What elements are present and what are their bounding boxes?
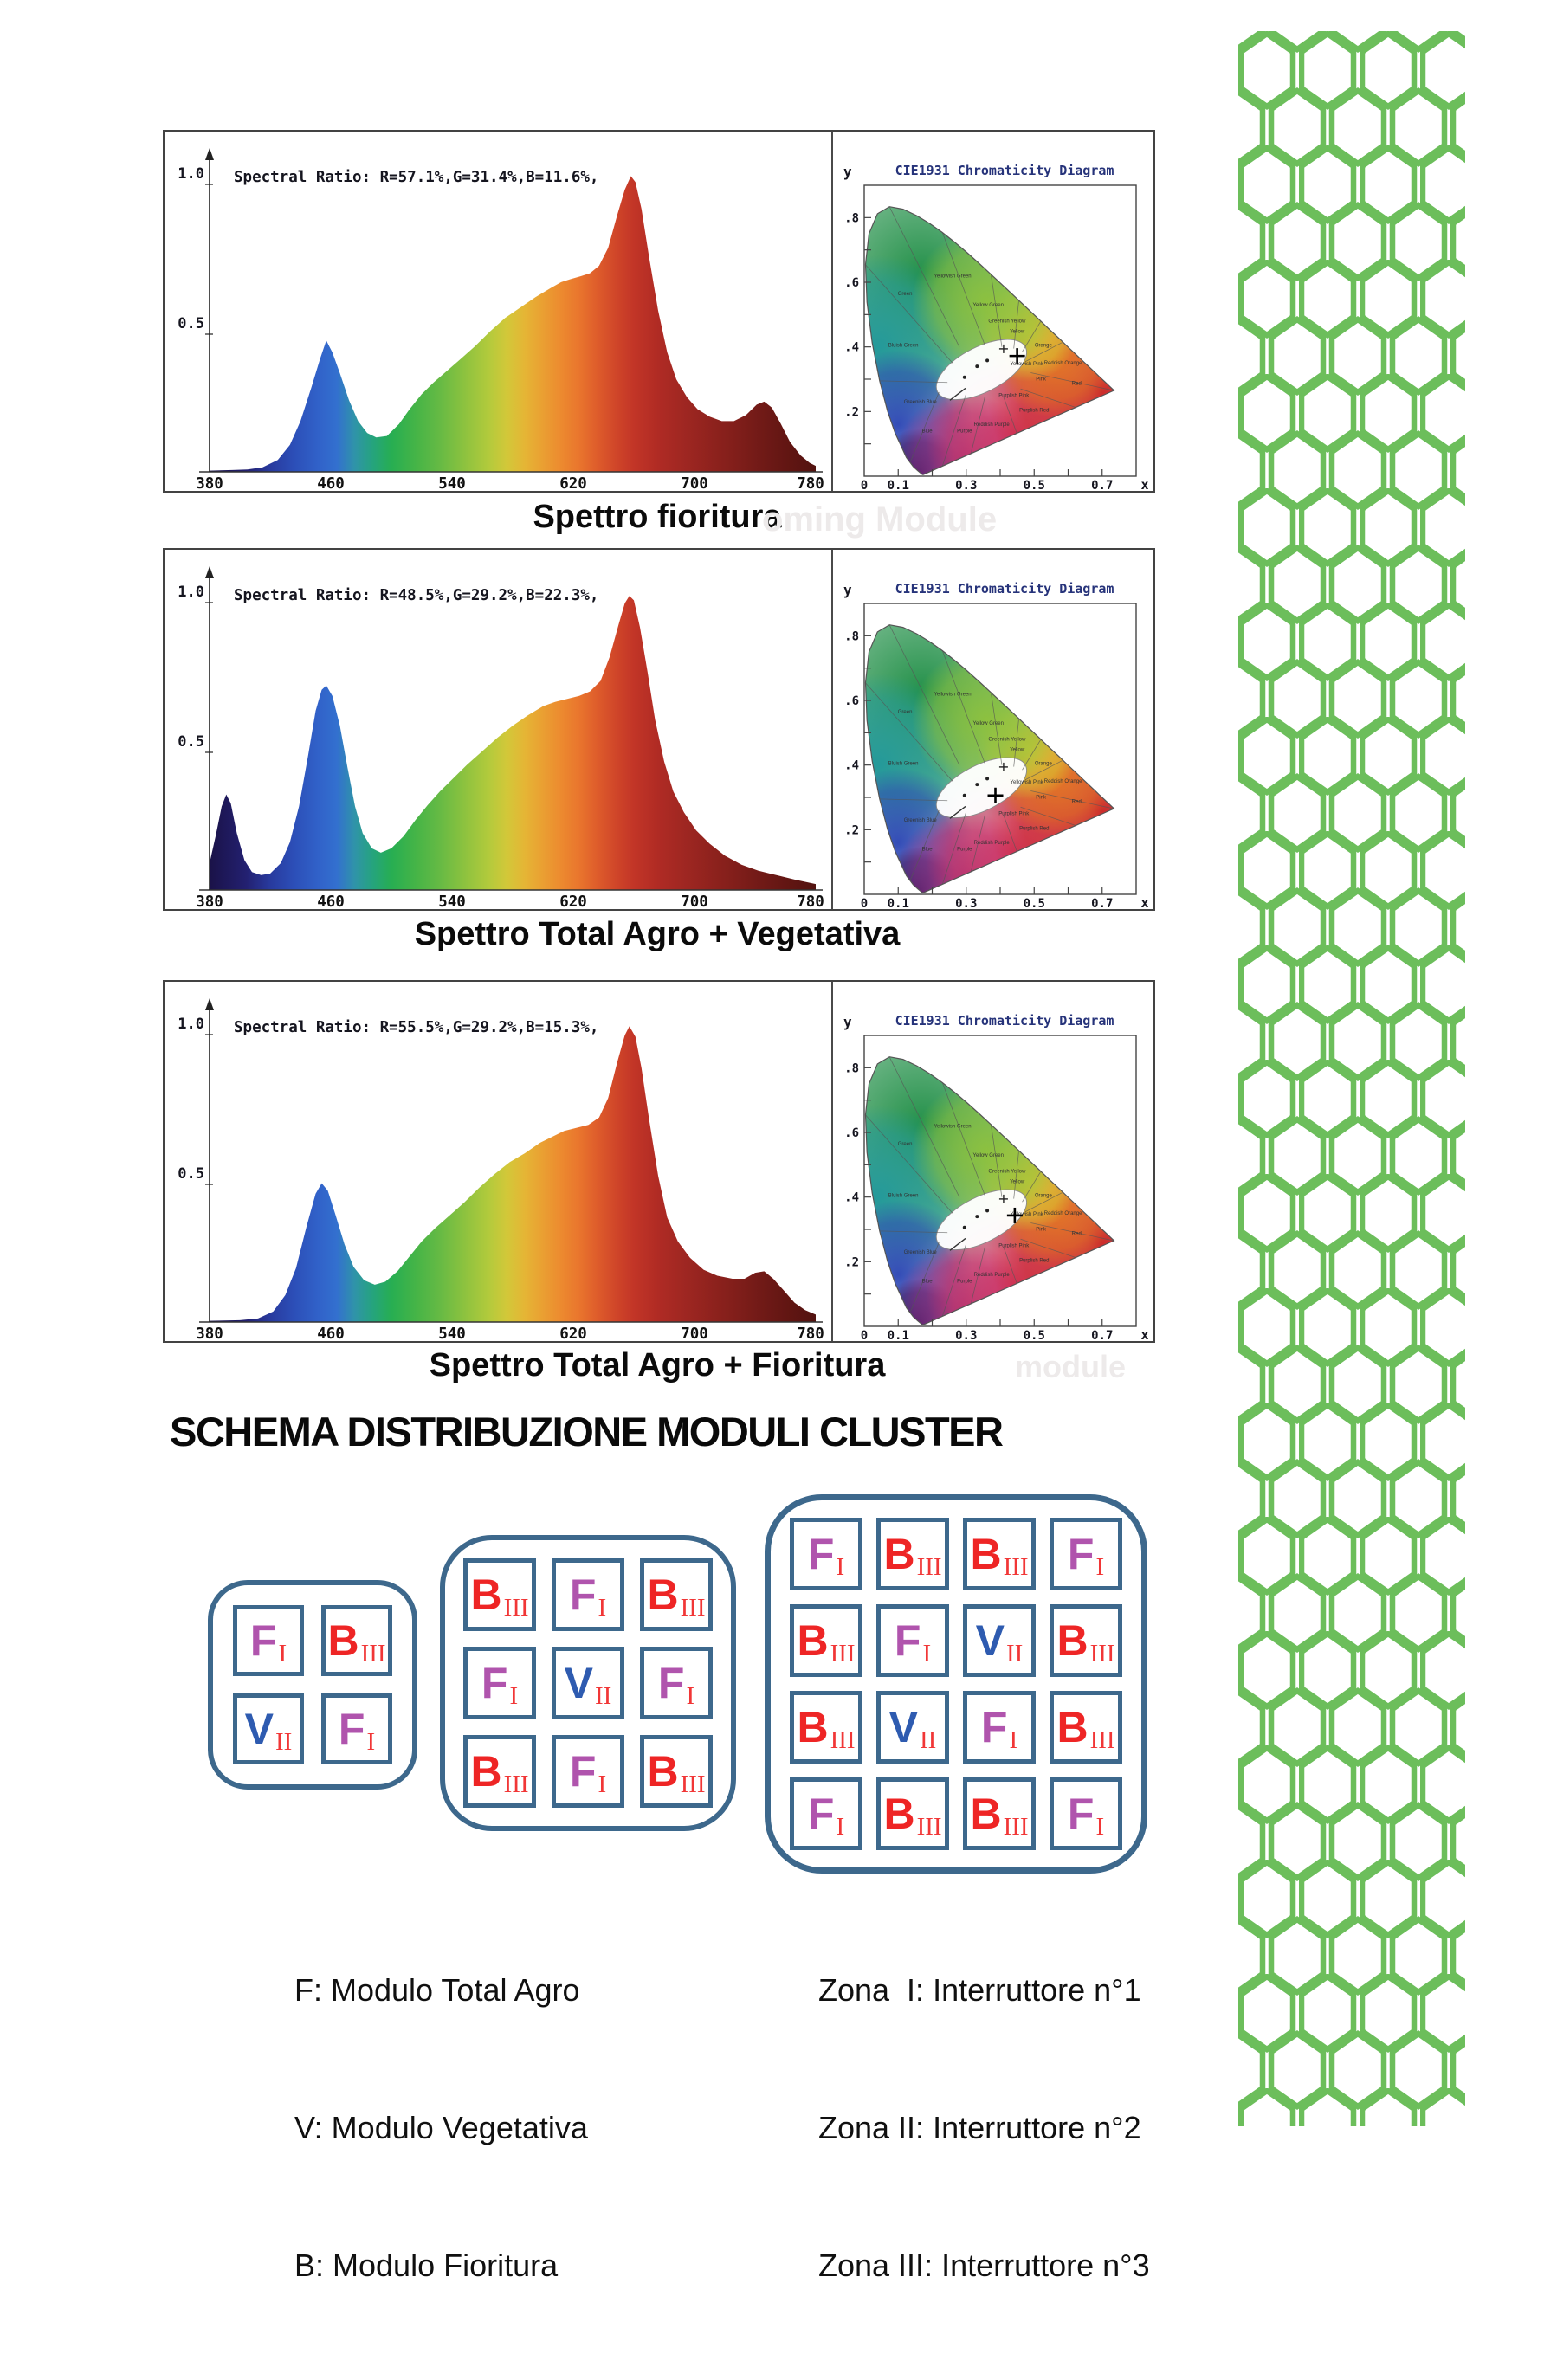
zone-numeral: I <box>836 1812 845 1841</box>
module-cell-V-II <box>963 1604 1036 1677</box>
svg-text:Purplish Pink: Purplish Pink <box>998 811 1030 817</box>
module-letter: B <box>970 1530 1002 1578</box>
zone-numeral: III <box>503 1770 529 1798</box>
svg-text:0.5: 0.5 <box>1023 479 1045 493</box>
svg-text:Purplish Pink: Purplish Pink <box>998 393 1030 399</box>
watermark-text: oming Module <box>762 500 998 539</box>
svg-text:Orange: Orange <box>1034 761 1052 767</box>
svg-text:0.7: 0.7 <box>1091 1329 1114 1343</box>
svg-text:0.5: 0.5 <box>1023 897 1045 911</box>
svg-text:Purplish Red: Purplish Red <box>1019 408 1050 414</box>
zone-numeral: I <box>1009 1725 1018 1754</box>
module-cell-F-I <box>1050 1518 1122 1590</box>
module-letter: V <box>244 1705 275 1753</box>
chart-caption: Spettro Total Agro + Fioritura <box>429 1347 886 1383</box>
svg-text:x: x <box>1140 477 1149 493</box>
module-letter: B <box>970 1790 1002 1838</box>
module-cell-B-III <box>963 1777 1036 1850</box>
module-letter: F <box>569 1571 597 1619</box>
svg-text:Greenish Yellow: Greenish Yellow <box>988 737 1026 743</box>
svg-text:1.0: 1.0 <box>178 584 204 601</box>
legend-line: Zona III: Interruttore n°3 <box>818 2248 1150 2283</box>
svg-text:CIE1931 Chromaticity Diagram: CIE1931 Chromaticity Diagram <box>895 1013 1114 1029</box>
svg-text:540: 540 <box>438 893 466 911</box>
module-letter: F <box>980 1703 1008 1751</box>
svg-text:CIE1931 Chromaticity Diagram: CIE1931 Chromaticity Diagram <box>895 581 1114 597</box>
module-cell-F-I <box>463 1647 536 1719</box>
svg-text:0.5: 0.5 <box>178 1165 204 1183</box>
svg-text:700: 700 <box>681 1325 708 1343</box>
svg-text:Spectral Ratio: R=55.5%,G=29.: Spectral Ratio: R=55.5%,G=29.2%,B=15.3%, <box>234 1019 599 1036</box>
svg-text:Reddish Orange: Reddish Orange <box>1043 361 1082 367</box>
module-cell-B-III <box>640 1558 713 1631</box>
svg-text:.4: .4 <box>844 758 859 773</box>
svg-text:y: y <box>843 582 852 598</box>
zone-numeral: III <box>916 1552 942 1581</box>
svg-text:0: 0 <box>860 897 869 911</box>
svg-text:Purplish Pink: Purplish Pink <box>998 1243 1030 1249</box>
svg-text:Yellow Green: Yellow Green <box>972 303 1004 308</box>
module-letter: F <box>338 1705 365 1753</box>
module-letter: F <box>657 1659 685 1707</box>
module-cell-F-I <box>552 1558 624 1631</box>
zone-numeral: I <box>598 1770 607 1798</box>
svg-text:380: 380 <box>196 475 223 493</box>
module-cell-F-I <box>790 1518 862 1590</box>
zone-numeral: II <box>595 1681 612 1710</box>
svg-text:Reddish Orange: Reddish Orange <box>1043 779 1082 785</box>
svg-text:Yellow Green: Yellow Green <box>972 1153 1004 1158</box>
svg-text:380: 380 <box>196 893 223 911</box>
module-cell-B-III <box>321 1605 392 1676</box>
svg-text:Yellowish Green: Yellowish Green <box>934 274 972 280</box>
module-letter: F <box>807 1790 835 1838</box>
svg-text:Yellow Green: Yellow Green <box>972 721 1004 726</box>
module-letter: F <box>1067 1530 1095 1578</box>
svg-text:460: 460 <box>317 1325 345 1343</box>
svg-text:0.1: 0.1 <box>887 479 909 493</box>
module-letter: B <box>1056 1616 1089 1665</box>
cie1931-diagram <box>831 982 1153 1341</box>
legend-line: Zona II: Interruttore n°2 <box>818 2110 1141 2145</box>
svg-text:780: 780 <box>797 1325 824 1343</box>
module-legend <box>294 1875 588 2380</box>
zone-numeral: III <box>680 1770 706 1798</box>
svg-text:.2: .2 <box>844 405 859 420</box>
legend-line: B: Modulo Fioritura <box>294 2248 559 2283</box>
cluster-grid-2x2 <box>208 1580 417 1790</box>
zone-numeral: II <box>920 1725 937 1754</box>
svg-text:0.1: 0.1 <box>887 1329 909 1343</box>
svg-text:.6: .6 <box>844 276 859 290</box>
svg-text:Yellowish Green: Yellowish Green <box>934 1124 972 1130</box>
svg-text:620: 620 <box>559 475 587 493</box>
svg-text:540: 540 <box>438 475 466 493</box>
svg-text:380: 380 <box>196 1325 223 1343</box>
svg-text:Yellowish Pink: Yellowish Pink <box>1010 1211 1043 1217</box>
svg-text:Purple: Purple <box>957 429 972 435</box>
svg-text:CIE1931 Chromaticity Diagram: CIE1931 Chromaticity Diagram <box>895 163 1114 178</box>
svg-text:Pink: Pink <box>1036 377 1046 383</box>
module-cell-F-I <box>321 1693 392 1764</box>
zone-numeral: III <box>1003 1812 1029 1841</box>
svg-text:700: 700 <box>681 475 708 493</box>
module-letter: F <box>1067 1790 1095 1838</box>
module-letter: F <box>894 1616 921 1665</box>
zone-numeral: III <box>1089 1725 1115 1754</box>
svg-text:Yellowish Green: Yellowish Green <box>934 692 972 698</box>
svg-text:0.3: 0.3 <box>955 897 978 911</box>
svg-text:Orange: Orange <box>1034 343 1052 349</box>
svg-text:.4: .4 <box>844 1190 859 1205</box>
svg-text:Spectral Ratio: R=48.5%,G=29.: Spectral Ratio: R=48.5%,G=29.2%,B=22.3%, <box>234 587 599 604</box>
honeycomb-pattern <box>1238 31 1465 2126</box>
module-letter: V <box>564 1659 594 1707</box>
svg-text:0.7: 0.7 <box>1091 897 1114 911</box>
cluster-grid-4x4 <box>765 1494 1147 1874</box>
zone-numeral: III <box>503 1593 529 1622</box>
module-letter: B <box>797 1616 829 1665</box>
module-cell-B-III <box>1050 1691 1122 1764</box>
spectrum-plot <box>165 982 831 1341</box>
cie1931-diagram <box>831 550 1153 909</box>
svg-text:0.7: 0.7 <box>1091 479 1114 493</box>
module-letter: F <box>481 1659 508 1707</box>
svg-text:780: 780 <box>797 475 824 493</box>
svg-text:x: x <box>1140 895 1149 911</box>
module-cell-B-III <box>790 1691 862 1764</box>
module-cell-V-II <box>552 1647 624 1719</box>
zone-numeral: I <box>1095 1812 1105 1841</box>
svg-text:Pink: Pink <box>1036 795 1046 801</box>
svg-text:y: y <box>843 1014 852 1030</box>
svg-text:0: 0 <box>860 1329 869 1343</box>
legend-line: Zona I: Interruttore n°1 <box>818 1972 1141 2008</box>
svg-text:0.3: 0.3 <box>955 1329 978 1343</box>
svg-text:Green: Green <box>897 291 913 297</box>
svg-text:Yellowish Pink: Yellowish Pink <box>1010 361 1043 367</box>
module-cell-V-II <box>233 1693 304 1764</box>
module-letter: B <box>797 1703 829 1751</box>
zone-numeral: I <box>366 1727 376 1756</box>
module-letter: F <box>569 1747 597 1796</box>
svg-text:.8: .8 <box>844 1061 859 1076</box>
module-letter: V <box>975 1616 1005 1665</box>
svg-text:540: 540 <box>438 1325 466 1343</box>
svg-text:Reddish Purple: Reddish Purple <box>973 422 1010 429</box>
svg-text:Purplish Red: Purplish Red <box>1019 1258 1050 1264</box>
zone-numeral: III <box>1089 1639 1115 1667</box>
svg-text:700: 700 <box>681 893 708 911</box>
module-cell-B-III <box>463 1735 536 1808</box>
spectrum-panel-fioritura <box>163 130 1155 493</box>
svg-text:Blue: Blue <box>921 1279 933 1285</box>
module-letter: B <box>647 1747 679 1796</box>
svg-text:.2: .2 <box>844 1255 859 1270</box>
legend-line: F: Modulo Total Agro <box>294 1972 580 2008</box>
svg-text:Blue: Blue <box>921 847 933 853</box>
zone-numeral: I <box>686 1681 695 1710</box>
module-letter: F <box>249 1616 277 1665</box>
module-letter: B <box>883 1790 915 1838</box>
svg-text:Greenish Blue: Greenish Blue <box>903 400 937 405</box>
chart-caption: Spettro fioritura <box>533 499 782 535</box>
module-cell-B-III <box>790 1604 862 1677</box>
svg-text:Bluish Green: Bluish Green <box>888 343 919 349</box>
watermark-text: module <box>1015 1349 1127 1384</box>
svg-text:0.5: 0.5 <box>1023 1329 1045 1343</box>
svg-text:Pink: Pink <box>1036 1227 1046 1233</box>
spectrum-plot <box>165 132 831 491</box>
svg-text:Green: Green <box>897 709 913 715</box>
svg-text:0.3: 0.3 <box>955 479 978 493</box>
svg-text:.8: .8 <box>844 211 859 226</box>
svg-text:.4: .4 <box>844 340 859 355</box>
module-cell-F-I <box>1050 1777 1122 1850</box>
legend-line: V: Modulo Vegetativa <box>294 2110 588 2145</box>
svg-text:0: 0 <box>860 479 869 493</box>
module-cell-V-II <box>876 1691 949 1764</box>
svg-text:.8: .8 <box>844 629 859 644</box>
svg-text:460: 460 <box>317 475 345 493</box>
module-cell-F-I <box>876 1604 949 1677</box>
svg-text:Yellow: Yellow <box>1010 747 1025 753</box>
svg-text:Bluish Green: Bluish Green <box>888 1193 919 1199</box>
svg-text:Yellowish Pink: Yellowish Pink <box>1010 779 1043 785</box>
svg-text:620: 620 <box>559 893 587 911</box>
module-letter: B <box>1056 1703 1089 1751</box>
module-cell-F-I <box>640 1647 713 1719</box>
zone-numeral: I <box>1095 1552 1105 1581</box>
zone-numeral: I <box>598 1593 607 1622</box>
zone-numeral: I <box>922 1639 932 1667</box>
svg-text:Green: Green <box>897 1141 913 1147</box>
module-letter: B <box>470 1747 502 1796</box>
module-cell-F-I <box>552 1735 624 1808</box>
module-letter: B <box>647 1571 679 1619</box>
svg-text:Greenish Yellow: Greenish Yellow <box>988 319 1026 325</box>
module-cell-B-III <box>463 1558 536 1631</box>
zone-numeral: I <box>509 1681 519 1710</box>
cie1931-diagram <box>831 132 1153 491</box>
svg-text:0.5: 0.5 <box>178 315 204 332</box>
module-cell-F-I <box>963 1691 1036 1764</box>
svg-text:Blue: Blue <box>921 429 933 435</box>
spectrum-panel-vegetativa <box>163 548 1155 911</box>
svg-text:Greenish Yellow: Greenish Yellow <box>988 1169 1026 1175</box>
svg-text:1.0: 1.0 <box>178 1016 204 1033</box>
zone-numeral: I <box>278 1639 287 1667</box>
module-cell-B-III <box>876 1518 949 1590</box>
module-cell-B-III <box>963 1518 1036 1590</box>
svg-text:Purple: Purple <box>957 1279 972 1285</box>
svg-text:0.1: 0.1 <box>887 897 909 911</box>
chart-caption: Spettro Total Agro + Vegetativa <box>414 916 901 952</box>
svg-text:460: 460 <box>317 893 345 911</box>
zone-legend <box>818 1875 1150 2380</box>
svg-text:Red: Red <box>1071 1231 1082 1237</box>
module-letter: V <box>888 1703 919 1751</box>
section-heading: SCHEMA DISTRIBUZIONE MODULI CLUSTER <box>170 1409 1003 1454</box>
svg-text:Orange: Orange <box>1034 1193 1052 1199</box>
module-letter: B <box>327 1616 359 1665</box>
module-letter: B <box>883 1530 915 1578</box>
svg-text:.2: .2 <box>844 823 859 838</box>
module-cell-B-III <box>876 1777 949 1850</box>
svg-text:1.0: 1.0 <box>178 165 204 183</box>
svg-text:620: 620 <box>559 1325 587 1343</box>
svg-text:Reddish Orange: Reddish Orange <box>1043 1211 1082 1217</box>
svg-text:780: 780 <box>797 893 824 911</box>
svg-text:.6: .6 <box>844 694 859 708</box>
spectrum-panel-total-agro-fioritura <box>163 980 1155 1343</box>
zone-numeral: III <box>830 1639 856 1667</box>
svg-text:Spectral Ratio: R=57.1%,G=31.: Spectral Ratio: R=57.1%,G=31.4%,B=11.6%, <box>234 169 599 186</box>
module-letter: B <box>470 1571 502 1619</box>
svg-text:y: y <box>843 164 852 180</box>
module-cell-B-III <box>640 1735 713 1808</box>
svg-text:Purplish Red: Purplish Red <box>1019 826 1050 832</box>
zone-numeral: I <box>836 1552 845 1581</box>
cluster-grid-3x3 <box>440 1535 736 1831</box>
svg-text:0.5: 0.5 <box>178 733 204 751</box>
module-letter: F <box>807 1530 835 1578</box>
zone-numeral: III <box>916 1812 942 1841</box>
svg-text:Yellow: Yellow <box>1010 329 1025 335</box>
svg-text:Greenish Blue: Greenish Blue <box>903 818 937 823</box>
zone-numeral: II <box>1006 1639 1024 1667</box>
module-cell-F-I <box>233 1605 304 1676</box>
module-cell-B-III <box>1050 1604 1122 1677</box>
svg-text:Purple: Purple <box>957 847 972 853</box>
svg-text:Reddish Purple: Reddish Purple <box>973 1273 1010 1279</box>
svg-text:Greenish Blue: Greenish Blue <box>903 1250 937 1255</box>
svg-text:Reddish Purple: Reddish Purple <box>973 841 1010 847</box>
zone-numeral: III <box>1003 1552 1029 1581</box>
svg-text:x: x <box>1140 1327 1149 1343</box>
svg-text:Yellow: Yellow <box>1010 1179 1025 1185</box>
zone-numeral: III <box>830 1725 856 1754</box>
zone-numeral: II <box>275 1727 293 1756</box>
svg-text:Red: Red <box>1071 381 1082 387</box>
svg-text:Bluish Green: Bluish Green <box>888 761 919 767</box>
svg-text:.6: .6 <box>844 1126 859 1140</box>
zone-numeral: III <box>680 1593 706 1622</box>
svg-text:Red: Red <box>1071 799 1082 805</box>
zone-numeral: III <box>360 1639 386 1667</box>
module-cell-F-I <box>790 1777 862 1850</box>
spectrum-plot <box>165 550 831 909</box>
